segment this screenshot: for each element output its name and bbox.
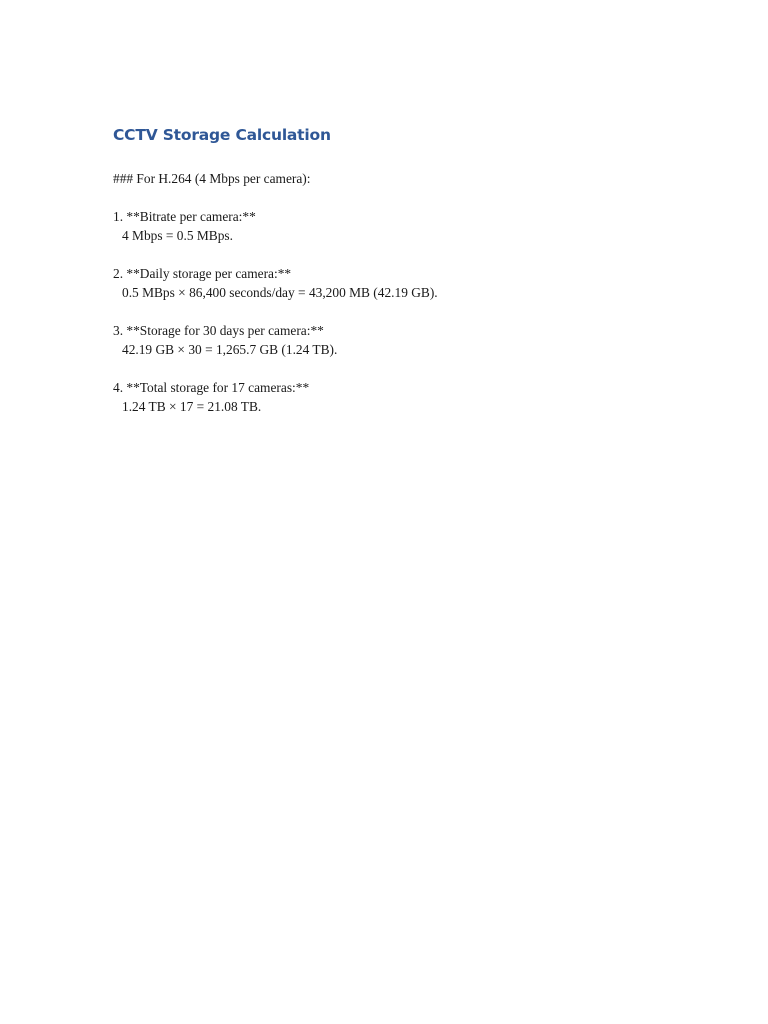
step-detail: 1.24 TB × 17 = 21.08 TB.: [122, 399, 262, 414]
step-heading: 3. **Storage for 30 days per camera:**: [113, 323, 324, 338]
intro-heading: ### For H.264 (4 Mbps per camera):: [113, 171, 311, 186]
step-2: [113, 264, 673, 302]
step-heading: 2. **Daily storage per camera:**: [113, 266, 292, 281]
step-heading: 1. **Bitrate per camera:**: [113, 209, 256, 224]
step-3: [113, 321, 673, 359]
step-detail: 42.19 GB × 30 = 1,265.7 GB (1.24 TB).: [122, 342, 338, 357]
document-title: CCTV Storage Calculation: [113, 126, 331, 144]
step-heading: 4. **Total storage for 17 cameras:**: [113, 380, 310, 395]
step-detail: 0.5 MBps × 86,400 seconds/day = 43,200 MB (42.19 GB).: [122, 285, 438, 300]
step-detail: 4 Mbps = 0.5 MBps.: [122, 228, 233, 243]
step-4: [113, 378, 673, 416]
document-body: [113, 124, 673, 416]
step-1: [113, 207, 673, 245]
